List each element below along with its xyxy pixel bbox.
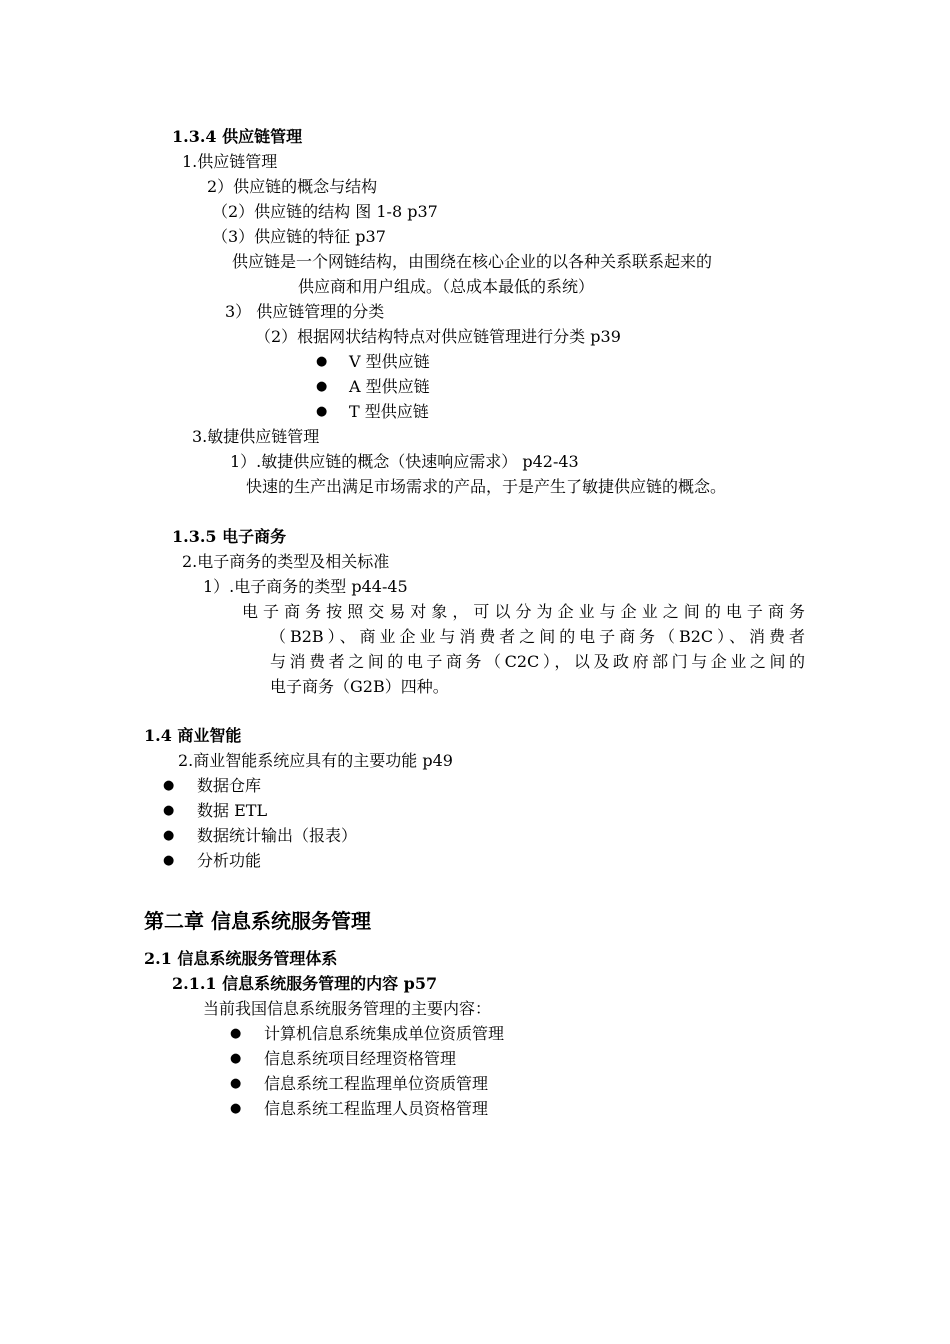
bullet-item: 信息系统工程监理人员资格管理 <box>264 1099 489 1118</box>
section-heading-1-3-5: 1.3.5 电子商务 <box>172 527 287 546</box>
chapter-title: 第二章 信息系统服务管理 <box>144 909 371 933</box>
list-item: 2）供应链的概念与结构 <box>207 177 378 196</box>
list-item: 2.商业智能系统应具有的主要功能 p49 <box>178 751 453 770</box>
list-item: 3） 供应链管理的分类 <box>225 302 385 321</box>
paragraph-line: 与消费者之间的电子商务（C2C），以及政府部门与企业之间的 <box>270 652 805 671</box>
bullet-item: 信息系统工程监理单位资质管理 <box>264 1074 489 1093</box>
bullet-icon: ● <box>230 1101 242 1116</box>
bullet-item: 数据统计输出（报表） <box>197 826 358 845</box>
bullet-item: 数据仓库 <box>197 776 262 795</box>
bullet-item: 计算机信息系统集成单位资质管理 <box>264 1024 505 1043</box>
paragraph-line: 供应链是一个网链结构，由围绕在核心企业的以各种关系联系起来的 <box>232 252 713 271</box>
bullet-icon: ● <box>163 828 175 843</box>
bullet-icon: ● <box>230 1051 242 1066</box>
bullet-icon: ● <box>316 404 328 419</box>
paragraph-line: 供应商和用户组成。（总成本最低的系统） <box>298 277 595 296</box>
paragraph-line: 电子商务（G2B）四种。 <box>270 677 449 696</box>
paragraph-line: 快速的生产出满足市场需求的产品，于是产生了敏捷供应链的概念。 <box>246 477 727 496</box>
list-item: 1）.敏捷供应链的概念（快速响应需求） p42-43 <box>230 452 579 471</box>
bullet-item: 分析功能 <box>197 851 262 870</box>
paragraph-line: 当前我国信息系统服务管理的主要内容： <box>203 999 492 1018</box>
bullet-icon: ● <box>163 803 175 818</box>
list-item: 2.电子商务的类型及相关标准 <box>182 552 390 571</box>
bullet-item: A 型供应链 <box>349 377 430 396</box>
section-heading-2-1-1: 2.1.1 信息系统服务管理的内容 p57 <box>172 974 438 993</box>
section-heading-1-3-4: 1.3.4 供应链管理 <box>172 127 303 146</box>
list-item: （2）供应链的结构 图 1-8 p37 <box>212 202 438 221</box>
section-heading-2-1: 2.1 信息系统服务管理体系 <box>144 949 338 968</box>
bullet-item: 信息系统项目经理资格管理 <box>264 1049 457 1068</box>
bullet-icon: ● <box>230 1026 242 1041</box>
bullet-item: 数据 ETL <box>197 801 268 820</box>
list-item: 3.敏捷供应链管理 <box>192 427 320 446</box>
section-heading-1-4: 1.4 商业智能 <box>144 726 242 745</box>
paragraph-line: （B2B）、商业企业与消费者之间的电子商务（B2C）、消费者 <box>270 627 805 646</box>
list-item: （3）供应链的特征 p37 <box>212 227 386 246</box>
list-item: 1）.电子商务的类型 p44-45 <box>203 577 408 596</box>
bullet-icon: ● <box>230 1076 242 1091</box>
bullet-icon: ● <box>163 853 175 868</box>
bullet-icon: ● <box>316 354 328 369</box>
bullet-item: V 型供应链 <box>349 352 430 371</box>
paragraph-line: 电子商务按照交易对象，可以分为企业与企业之间的电子商务 <box>242 602 805 621</box>
bullet-icon: ● <box>316 379 328 394</box>
list-item: （2）根据网状结构特点对供应链管理进行分类 p39 <box>255 327 621 346</box>
list-item: 1.供应链管理 <box>182 152 278 171</box>
bullet-icon: ● <box>163 778 175 793</box>
bullet-item: T 型供应链 <box>349 402 429 421</box>
